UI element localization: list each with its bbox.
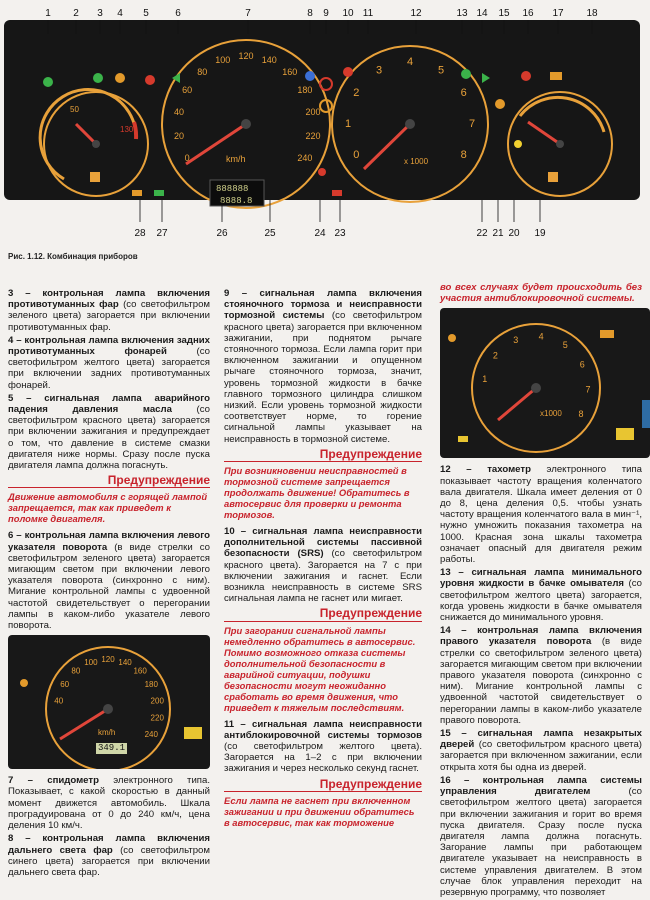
photo-speedo-tick-120: 120 bbox=[101, 655, 115, 665]
item-12: 12 – тахометр электронного типа показывает частоту вращения коленчатого вала двигателя. Шкала имеет деления от 0 до 8, цена деления 0,5. чтобы узнать частоту вращения коленчатого вала в мин⁻¹, нужно умножить показания тахометра на 1000. Красная зона шкалы тахометра означает опасный для двигателя режим работы. bbox=[440, 464, 642, 566]
tacho-tick-7: 7 bbox=[468, 118, 476, 130]
rear-fog-icon bbox=[115, 73, 125, 83]
callout-4: 4 bbox=[117, 8, 123, 19]
tacho-tick-3: 3 bbox=[375, 64, 383, 77]
item-14: 14 – контрольная лампа включения правого указателя поворота (в виде стрелки со светофильтром зеленого цвета) загорается мигающим светом при включении правого указателя поворота (синхронно с ним). Мигание контрольной лампы с удвоенной частотой свидетельствует о перегорании лампы в каком-либо указателе правого поворота. bbox=[440, 625, 643, 726]
temp-mark-low: 50 bbox=[70, 105, 79, 114]
photo-tacho-tick-5: 5 bbox=[562, 340, 568, 351]
speedo-tick-80: 80 bbox=[197, 66, 208, 77]
callout-1: 1 bbox=[45, 8, 51, 19]
lamp-23 bbox=[332, 190, 342, 196]
callout-28: 28 bbox=[134, 228, 146, 239]
tacho-unit: x 1000 bbox=[404, 157, 429, 166]
tacho-tick-0: 0 bbox=[353, 149, 360, 161]
callout-26: 26 bbox=[216, 228, 228, 239]
tacho-tick-6: 6 bbox=[460, 87, 467, 99]
item-7: 7 – спидометр электронного типа. Показывает, с какой скоростью в данный момент движется автомобиль. Шкала проградуирована от 0 до 240 км/ч, цена деления 10 км/ч. bbox=[8, 775, 211, 832]
photo-speedo-tick-60: 60 bbox=[60, 680, 70, 690]
photo-tacho-tick-7: 7 bbox=[585, 384, 591, 395]
warning-text: Движение автомобиля с горящей лампой запрещается, так как приведет к поломке двигателя. bbox=[8, 491, 208, 525]
callout-20: 20 bbox=[508, 228, 520, 239]
callout-15: 15 bbox=[498, 8, 510, 19]
temperature-gauge bbox=[40, 90, 148, 196]
item-15: 15 – сигнальная лампа незакрытых дверей (со светофильтром красного цвета) загорается при включенном зажигании, если открыта хотя бы одна из дверей. bbox=[440, 728, 642, 773]
right-turn-icon bbox=[482, 73, 490, 83]
speedo-tick-120: 120 bbox=[238, 51, 254, 61]
item-3: 3 – контрольная лампа включения противотуманных фар (со светофильтром зеленого цвета) загорается при включении противотуманных фар. bbox=[8, 288, 211, 333]
fuel-needle bbox=[528, 122, 560, 144]
callout-18: 18 bbox=[586, 8, 598, 19]
speedo-tick-40: 40 bbox=[174, 107, 185, 118]
speedo-tick-180: 180 bbox=[297, 85, 313, 95]
callout-17: 17 bbox=[552, 8, 564, 19]
washer-fluid-icon bbox=[495, 99, 505, 109]
warning-text: Если лампа не гаснет при включенном зажигании и при движении обратитесь в автосервис, так как торможение bbox=[224, 794, 415, 828]
odometer-digits: 888888 bbox=[216, 184, 249, 194]
photo-tacho-tick-8: 8 bbox=[578, 409, 584, 420]
speedo-tick-240: 240 bbox=[297, 153, 313, 163]
speedo-tick-220: 220 bbox=[305, 130, 321, 141]
photo-tacho-tick-6: 6 bbox=[579, 359, 585, 370]
item-5: 5 – сигнальная лампа аварийного падения давления масла (со светофильтром красного цвета) загорается при включении зажигания и предупреждает о том, что давление в системе смазки двигателя ниже нормы. Сразу после пуска двигателя лампа должна погаснуть. bbox=[8, 392, 210, 472]
callout-10: 10 bbox=[342, 8, 354, 19]
high-beam-icon bbox=[305, 71, 315, 81]
tacho-tick-8: 8 bbox=[460, 149, 467, 161]
callout-23: 23 bbox=[334, 228, 346, 239]
photo-speedo-tick-180: 180 bbox=[144, 680, 158, 690]
figure-caption: Рис. 1.12. Комбинация приборов bbox=[8, 252, 138, 261]
speedo-tick-100: 100 bbox=[215, 55, 231, 66]
photo-speedo-tick-80: 80 bbox=[71, 666, 81, 676]
tacho-tick-5: 5 bbox=[437, 64, 445, 77]
callout-8: 8 bbox=[307, 8, 313, 19]
brake-icon bbox=[320, 78, 332, 90]
item-11: 11 – сигнальная лампа неисправности антиблокировочной системы тормозов (со светофильтром желтого цвета). Загорается на 1–2 с при включении зажигания и через несколько секунд гаснет. bbox=[224, 718, 422, 775]
callout-12: 12 bbox=[410, 8, 422, 19]
warning-text: При загорании сигнальной лампы немедленно обратитесь в автосервис. Помимо возможного отказа системы дополнительной безопасности в аварийной ситуации, подушки безопасности могут неожиданно сработать во время движения, что приведет к тяжелым последствиям. bbox=[224, 624, 416, 713]
photo-tacho-unit: x1000 bbox=[540, 409, 562, 419]
photo-speedo-tick-240: 240 bbox=[144, 730, 158, 740]
text-column-right bbox=[440, 282, 642, 900]
callout-5: 5 bbox=[143, 8, 149, 19]
photo-speedo-unit: km/h bbox=[98, 728, 116, 738]
tripmeter-digits: 8888.8 bbox=[220, 196, 253, 206]
item-13: 13 – сигнальная лампа минимального уровня жидкости в бачке омывателя (со светофильтром желтого цвета) загорается, когда уровень жидкости в бачке омывателя снижается до минимального уровня. bbox=[440, 567, 642, 624]
fog-light-icon bbox=[93, 73, 103, 83]
speedo-tick-200: 200 bbox=[305, 107, 321, 118]
callout-labels bbox=[45, 8, 598, 239]
callout-14: 14 bbox=[476, 8, 488, 19]
item-9: 9 – сигнальная лампа включения стояночного тормоза и неисправности тормозной системы (со светофильтром красного цвета) загорается при включенном зажигании, при поднятом рычаге стояночного тормоза. Если лампа горит при включенном зажигании и опущенном рычаге стояночного тормоза, значит, уровень тормозной жидкости в бачке главного тормозного цилиндра слишком низкий. Если уровень тормозной жидкости соответствует норме, то горение сигнальной лампы указывает на неисправность в тормозной системе. bbox=[224, 288, 423, 445]
photo-tacho-tick-2: 2 bbox=[492, 350, 498, 361]
temp-mark-high: 130 bbox=[120, 125, 134, 134]
photo-tacho-tick-4: 4 bbox=[538, 331, 544, 342]
continued-warning: во всех случаях будет происходить без участия антиблокировочной системы. bbox=[440, 282, 642, 305]
callout-25: 25 bbox=[264, 228, 276, 239]
lamp-1 bbox=[43, 77, 53, 87]
odometer-display bbox=[210, 180, 264, 206]
text-column-left bbox=[8, 288, 210, 880]
page-tab-marker bbox=[642, 400, 650, 428]
text-column-middle bbox=[224, 288, 422, 834]
callout-24: 24 bbox=[314, 228, 326, 239]
photo-speedo-tick-140: 140 bbox=[118, 658, 132, 668]
temp-needle bbox=[76, 124, 96, 144]
speedo-tick-60: 60 bbox=[182, 85, 193, 95]
photo-speedo-tick-160: 160 bbox=[133, 666, 147, 676]
callout-16: 16 bbox=[522, 8, 534, 19]
speedo-tick-20: 20 bbox=[174, 130, 185, 141]
tacho-tick-2: 2 bbox=[353, 87, 360, 99]
callout-11: 11 bbox=[362, 8, 374, 19]
speedo-tick-140: 140 bbox=[261, 55, 277, 66]
oil-pressure-icon bbox=[145, 75, 155, 85]
callout-21: 21 bbox=[492, 228, 504, 239]
photo-speedo-tick-220: 220 bbox=[150, 713, 164, 723]
warning-text: При возникновении неисправностей в тормозной системе запрещается продолжать движение! Обратитесь в автосервис для проверки и ремонта тормозов. bbox=[224, 465, 410, 521]
tacho-tick-4: 4 bbox=[406, 56, 414, 68]
lamp-13 bbox=[461, 69, 471, 79]
lamp-28 bbox=[132, 190, 142, 196]
photo-speedo-tick-100: 100 bbox=[84, 658, 98, 668]
item-16: 16 – контрольная лампа системы управления двигателем (со светофильтром желтого цвета) загорается при включении зажигания и горит во время пуска двигателя. Сразу после пуска двигателя лампа должна погаснуть. Загорание лампы при работающем двигателе указывает на неисправность в системе управления двигателем. В этом случае блок управления переходит на резервную программу, что позволяет bbox=[440, 774, 642, 898]
tachometer-photo bbox=[440, 308, 650, 458]
callout-22: 22 bbox=[476, 228, 488, 239]
photo-tacho-tick-3: 3 bbox=[513, 335, 519, 346]
photo-tacho-tick-1: 1 bbox=[482, 374, 488, 385]
speedometer-photo bbox=[8, 635, 210, 769]
callout-6: 6 bbox=[175, 8, 181, 19]
item-10: 10 – сигнальная лампа неисправности дополнительной системы пассивной безопасности (SRS) (со светофильтром красного цвета). Загорается на 7 с при включении зажигания и гаснет. Если возникла неисправность в системе SRS сигнальная лампа не гаснет или мигает. bbox=[224, 526, 423, 605]
lamp-27 bbox=[154, 190, 164, 196]
photo-speedo-tick-40: 40 bbox=[54, 696, 64, 706]
low-fuel-lamp bbox=[514, 140, 522, 148]
warning-heading: Предупреждение bbox=[224, 608, 422, 621]
speedo-unit: km/h bbox=[226, 154, 246, 164]
callout-2: 2 bbox=[73, 8, 79, 19]
speedo-tick-160: 160 bbox=[282, 66, 298, 77]
item-4: 4 – контрольная лампа включения задних противотуманных фонарей (со светофильтром желтого цвета) загорается при включении задних противотуманных фонарей. bbox=[8, 334, 210, 391]
speedo-tick-0: 0 bbox=[184, 153, 190, 163]
door-open-icon bbox=[521, 71, 531, 81]
instrument-cluster-figure bbox=[4, 4, 640, 261]
item-8: 8 – контрольная лампа включения дальнего света фар (со светофильтром синего цвета) загорается при включении дальнего света фар. bbox=[8, 833, 210, 878]
instrument-cluster-drawing bbox=[4, 4, 640, 246]
callout-27: 27 bbox=[156, 228, 168, 239]
warning-heading: Предупреждение bbox=[224, 449, 422, 462]
warning-heading: Предупреждение bbox=[224, 779, 422, 792]
callout-19: 19 bbox=[534, 228, 546, 239]
photo-odometer: 349.1 bbox=[98, 743, 126, 754]
battery-icon bbox=[318, 168, 326, 176]
coolant-icon bbox=[90, 172, 100, 182]
callout-13: 13 bbox=[456, 8, 468, 19]
fuel-pump-icon bbox=[548, 172, 558, 182]
srs-icon bbox=[343, 67, 353, 77]
check-engine-icon bbox=[550, 72, 562, 80]
item-6: 6 – контрольная лампа включения левого указателя поворота (в виде стрелки со светофильтром зеленого цвета) загорается мигающим светом при включении левого указателя поворота (синхронно с ним). Мигание контрольной лампы с удвоенной частотой свидетельствует о перегорании лампы в каком-либо указателе левого поворота. bbox=[8, 530, 210, 632]
callout-7: 7 bbox=[245, 8, 251, 19]
callout-9: 9 bbox=[323, 8, 329, 19]
fuel-gauge bbox=[508, 92, 612, 196]
warning-heading: Предупреждение bbox=[8, 475, 210, 488]
callout-3: 3 bbox=[97, 8, 103, 19]
photo-speedo-tick-200: 200 bbox=[150, 696, 164, 706]
tacho-tick-1: 1 bbox=[344, 118, 352, 130]
